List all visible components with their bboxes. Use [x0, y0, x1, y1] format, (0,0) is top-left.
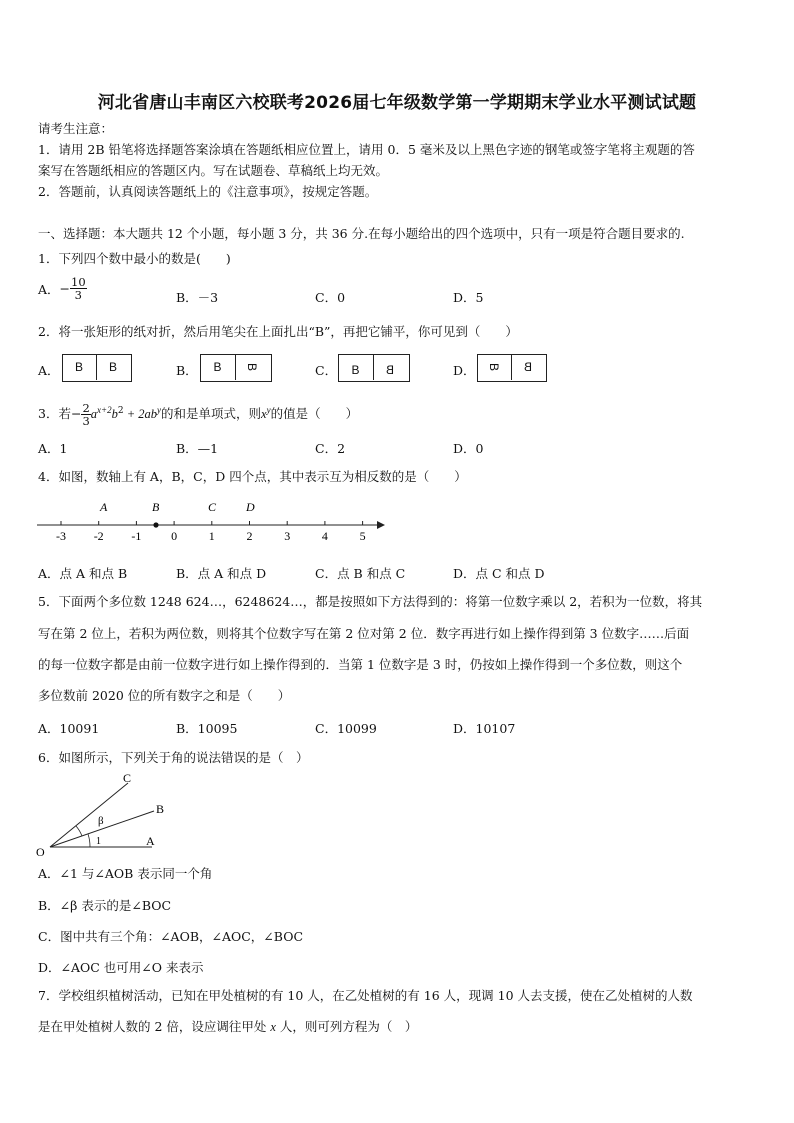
tick-label: 3	[284, 529, 291, 543]
letter-b: B	[213, 360, 222, 374]
q2-option-b-label: B．	[176, 363, 198, 378]
question-5-line: 5．下面两个多位数 1248 624…，6248624…，都是按照如下方法得到的：将第一位数字乘以 2，若积为一位数，将其	[38, 594, 703, 609]
angle-figure	[30, 770, 170, 860]
q3-option-b: B．—1	[176, 441, 219, 456]
option-label: A．	[38, 281, 60, 297]
question-7-line: 7．学校组织植树活动，已知在甲处植树的有 10 人，在乙处植树的有 16 人，现调 10 人去支援，使在乙处植树的人数	[38, 988, 693, 1003]
q3-option-c: C．2	[315, 441, 346, 456]
question-1-stem: 1．下列四个数中最小的数是( )	[38, 251, 231, 266]
q6-option-c: C．图中共有三个角：∠AOB，∠AOC，∠BOC	[38, 929, 304, 944]
q4-option-a: A．点 A 和点 B	[38, 566, 128, 581]
point-label-c: C	[208, 500, 217, 514]
question-4-stem: 4．如图，数轴上有 A，B，C，D 四个点，其中表示互为相反数的是（ ）	[38, 469, 467, 484]
letter-b-mirrored: B	[386, 363, 395, 377]
tick-label: -2	[93, 529, 104, 543]
angle-beta-arc	[76, 826, 82, 836]
q2-option-b-figure	[200, 354, 272, 382]
q1-option-c: C．0	[315, 290, 346, 305]
q4-option-c: C．点 B 和点 C	[315, 566, 406, 581]
question-2-stem: 2．将一张矩形的纸对折，然后用笔尖在上面扎出“B”，再把它铺平，你可见到（ ）	[38, 324, 518, 339]
q2-option-d-label: D．	[453, 363, 476, 378]
q3-option-d: D．0	[453, 441, 484, 456]
question-6-stem: 6．如图所示，下列关于角的说法错误的是（ ）	[38, 750, 309, 765]
label-b: B	[156, 802, 165, 816]
label-o: O	[36, 845, 45, 859]
q2-option-a-label: A．	[38, 363, 60, 378]
q2-option-a-figure	[62, 354, 132, 382]
question-7-line: 是在甲处植树人数的 2 倍，设应调往甲处 x 人，则可列方程为（ ）	[38, 1019, 418, 1034]
letter-b-rotated: B	[486, 362, 501, 372]
question-5-line: 写在第 2 位上，若积为两位数，则将其个位数字写在第 2 位对第 2 位．数字再进行如上操作得到第 3 位数字……后面	[38, 626, 690, 641]
tick-label: 2	[246, 529, 253, 543]
letter-b-rotated: B	[523, 360, 532, 374]
arrow-head-icon	[377, 521, 385, 529]
letter-b-rotated: B	[245, 362, 260, 372]
point-b-dot	[153, 522, 158, 527]
point-label-a: A	[100, 500, 108, 514]
letter-b: B	[351, 363, 360, 377]
tick-label: 4	[321, 529, 328, 543]
q4-option-d: D．点 C 和点 D	[453, 566, 545, 581]
fraction	[70, 276, 87, 301]
tick-label: -1	[131, 529, 142, 543]
letter-b: B	[74, 360, 83, 374]
q5-option-b: B．10095	[176, 721, 238, 736]
question-5-line: 的每一位数字都是由前一位数字进行如上操作得到的．当第 1 位数字是 3 时，仍按如上操作得到一个多位数，则这个	[38, 657, 683, 672]
tick-label: 5	[359, 529, 366, 543]
page-title: 河北省唐山丰南区六校联考2026届七年级数学第一学期期末学业水平测试试题	[97, 93, 697, 113]
q5-option-a: A．10091	[38, 721, 100, 736]
tick-label: 0	[171, 529, 178, 543]
section-heading: 一、选择题：本大题共 12 个小题，每小题 3 分，共 36 分.在每小题给出的四个选项中，只有一项是符合题目要求的.	[38, 226, 685, 241]
angle-1-arc	[88, 834, 90, 847]
tick-label: 1	[208, 529, 215, 543]
q1-option-a	[38, 276, 87, 312]
q1-option-b: B．－3	[176, 290, 219, 305]
label-a: A	[146, 834, 155, 848]
question-5-line: 多位数前 2020 位的所有数字之和是（ ）	[38, 688, 291, 703]
q4-option-b: B．点 A 和点 D	[176, 566, 267, 581]
fraction: $\frac{2}{3}$	[82, 401, 90, 429]
letter-b: B	[108, 360, 117, 374]
point-label-b: B	[152, 500, 160, 514]
q2-option-d-figure	[477, 354, 547, 382]
q3-option-a: A．1	[38, 441, 68, 456]
q6-option-d: D．∠AOC 也可用∠O 来表示	[38, 960, 204, 975]
q5-option-c: C．10099	[315, 721, 377, 736]
fraction-numerator: 10	[71, 275, 86, 289]
label-1: 1	[96, 836, 101, 847]
tick-label: -3	[56, 529, 66, 543]
question-3-stem: 3．若− $\frac{2}{3}$ $a^{x+2}b^2 + 2ab^y$的和是单项式，则$x^y$的值是（ ）	[38, 401, 359, 429]
notice-item: 2．答题前，认真阅读答题纸上的《注意事项》，按规定答题。	[38, 184, 378, 199]
q6-option-a: A．∠1 与∠AOB 表示同一个角	[38, 866, 213, 881]
q5-option-d: D．10107	[453, 721, 516, 736]
q1-option-d: D．5	[453, 290, 484, 305]
label-beta: β	[98, 815, 104, 827]
q6-option-b: B．∠β 表示的是∠BOC	[38, 898, 172, 913]
q2-option-c-label: C．	[315, 363, 338, 378]
number-line-figure	[30, 494, 390, 546]
fraction-denominator: 3	[74, 288, 82, 302]
q2-option-c-figure	[338, 354, 410, 382]
notice-heading: 请考生注意：	[38, 121, 114, 136]
notice-item: 案写在答题纸相应的答题区内。写在试题卷、草稿纸上均无效。	[38, 163, 389, 178]
point-label-d: D	[246, 500, 255, 514]
ticks	[56, 521, 366, 543]
minus-sign: −	[59, 281, 71, 296]
notice-item: 1．请用 2B 铅笔将选择题答案涂填在答题纸相应位置上，请用 0．5 毫米及以上黑色字迹的钢笔或签字笔将主观题的答	[38, 142, 695, 157]
label-c: C	[123, 771, 132, 785]
